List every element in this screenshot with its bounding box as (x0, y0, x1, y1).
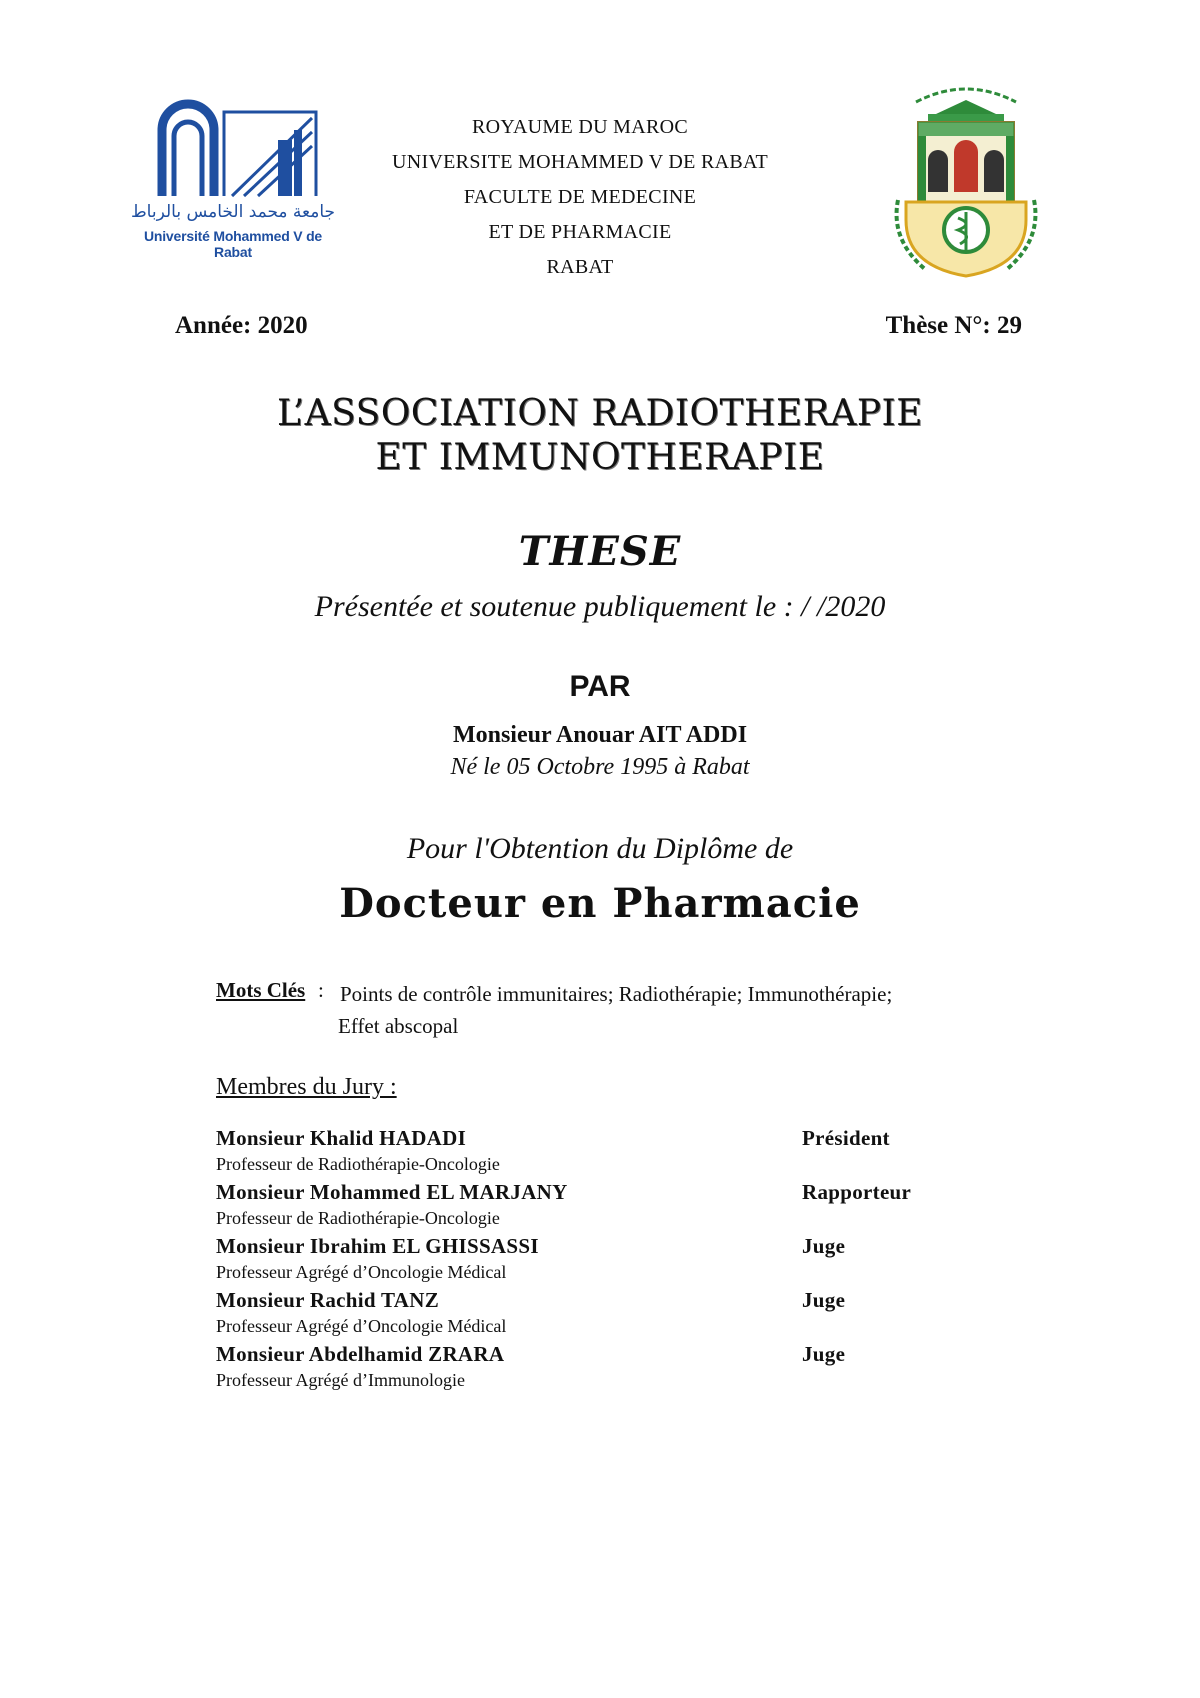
jury-member (216, 1126, 996, 1180)
jury-heading: Membres du Jury : (216, 1074, 397, 1100)
thesis-year: Année: 2020 (175, 312, 308, 339)
jury-member-title: Professeur de Radiothérapie-Oncologie (216, 1208, 500, 1228)
jury-member-name: Monsieur Mohammed EL MARJANY (216, 1180, 568, 1204)
university-logo-arabic: جامعة محمد الخامس بالرباط (130, 202, 336, 222)
jury-member-role: Président (802, 1126, 890, 1150)
jury-member-title: Professeur Agrégé d’Immunologie (216, 1370, 465, 1390)
faculty-seal (876, 80, 1056, 280)
jury-member (216, 1234, 996, 1288)
header-line-pharmacy: ET DE PHARMACIE (488, 221, 672, 243)
jury-member (216, 1342, 996, 1396)
header-line-city: RABAT (546, 256, 614, 278)
jury-member-title: Professeur Agrégé d’Oncologie Médical (216, 1262, 507, 1282)
these-heading: THESE (518, 528, 682, 575)
university-logo (128, 96, 338, 260)
par-label: PAR (569, 670, 631, 703)
keywords-colon: : (318, 978, 324, 1002)
header-line-university: UNIVERSITE MOHAMMED V DE RABAT (391, 151, 769, 173)
header-line-faculty: FACULTE DE MEDECINE (463, 186, 697, 208)
jury-member-name: Monsieur Khalid HADADI (216, 1126, 467, 1150)
keywords-line-2: Effet abscopal (338, 1014, 459, 1038)
jury-member-title: Professeur de Radiothérapie-Oncologie (216, 1154, 500, 1174)
jury-member (216, 1180, 996, 1234)
jury-member-role: Juge (802, 1234, 846, 1258)
thesis-title (150, 392, 1050, 480)
jury-member-name: Monsieur Rachid TANZ (216, 1288, 440, 1312)
jury-member-name: Monsieur Ibrahim EL GHISSASSI (216, 1234, 539, 1258)
diploma-title: Docteur en Pharmacie (339, 880, 861, 927)
candidate-birth: Né le 05 Octobre 1995 à Rabat (450, 754, 750, 780)
thesis-title-line-2: ET IMMUNOTHERAPIE (375, 437, 825, 478)
university-logo-french: Université Mohammed V de Rabat (143, 228, 323, 260)
jury-list (216, 1126, 996, 1396)
jury-member-role: Rapporteur (802, 1180, 912, 1204)
keywords-label: Mots Clés (216, 978, 306, 1002)
thesis-title-line-1: L’ASSOCIATION RADIOTHERAPIE (276, 393, 924, 434)
thesis-number: Thèse N°: 29 (885, 312, 1022, 339)
jury-member-title: Professeur Agrégé d’Oncologie Médical (216, 1316, 507, 1336)
presentation-date-line: Présentée et soutenue publiquement le : / /2020 (314, 590, 886, 623)
jury-member-name: Monsieur Abdelhamid ZRARA (216, 1342, 505, 1366)
keywords-line-1: Points de contrôle immunitaires; Radiothérapie; Immunothérapie; (340, 982, 893, 1006)
candidate-name: Monsieur Anouar AIT ADDI (452, 722, 748, 748)
university-arch-icon (128, 96, 338, 200)
jury-member-role: Juge (802, 1288, 846, 1312)
obtention-line: Pour l'Obtention du Diplôme de (406, 832, 794, 865)
header-line-kingdom: ROYAUME DU MAROC (472, 116, 688, 138)
institution-header (340, 110, 820, 285)
jury-member (216, 1288, 996, 1342)
faculty-seal-icon (876, 80, 1056, 280)
keywords-text (340, 978, 960, 1042)
jury-member-role: Juge (802, 1342, 846, 1366)
